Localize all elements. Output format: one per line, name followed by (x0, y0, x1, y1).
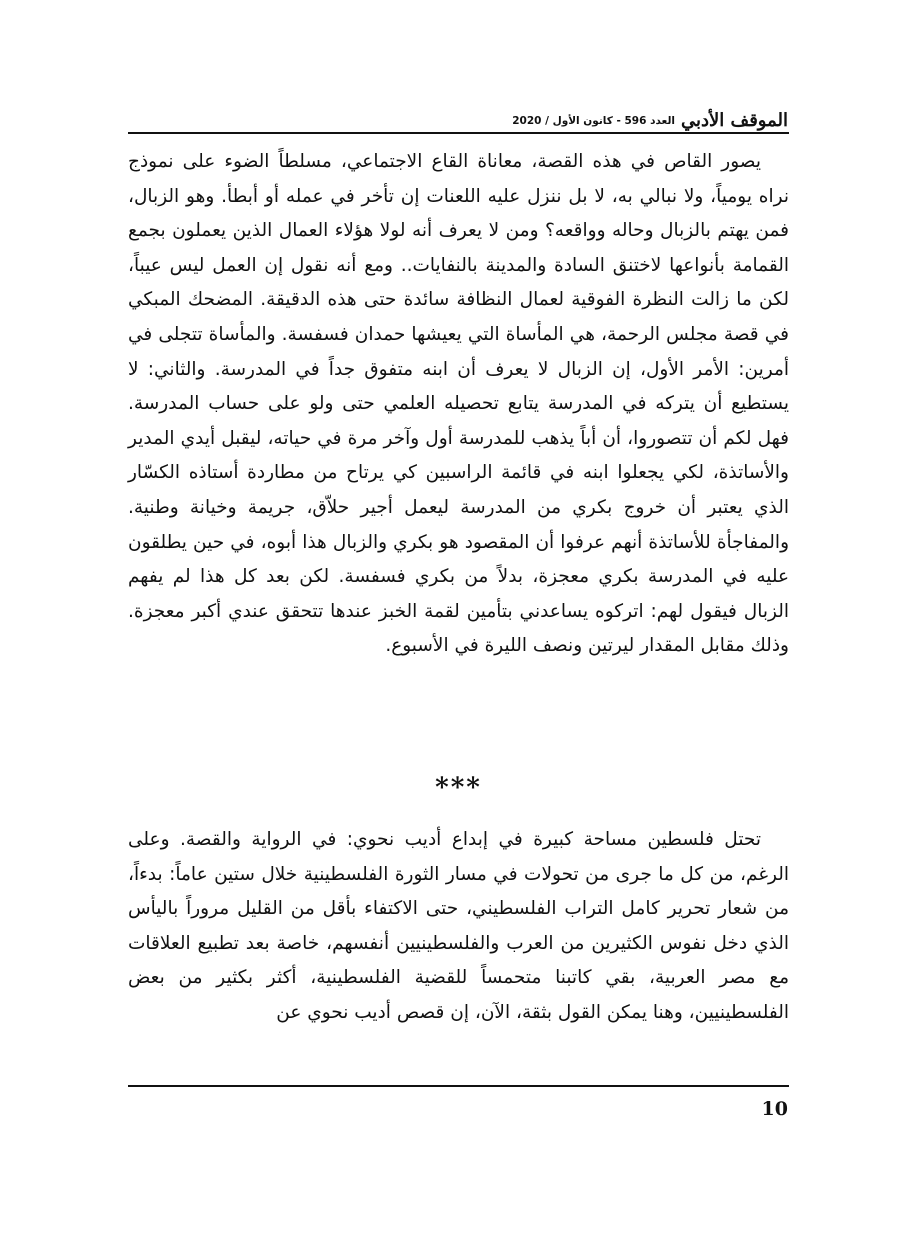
body-paragraph-1: يصور القاص في هذه القصة، معاناة القاع الاجتماعي، مسلطاً الضوء على نموذج نراه يومياً، ولا نبالي به، لا بل ننزل عليه اللعنات إن تأخر في عمله أو أبطأ. وهو الزبال، فمن يهتم بالزبال وحاله وواقعه؟ ومن لا يعرف أنه لولا هؤلاء العمال الذين يعملون بجمع القمامة بأنواعها لاختنق السادة والمدينة بالنفايات.. ومع أنه نقول إن العمل ليس عيباً، لكن ما زالت النظرة الفوقية لعمال النظافة سائدة حتى هذه الدقيقة. المضحك المبكي في قصة مجلس الرحمة، هي المأساة التي يعيشها حمدان فسفسة. والمأساة تتجلى في أمرين: الأمر الأول، إن الزبال لا يعرف أن ابنه متفوق جداً في المدرسة. والثاني: لا يستطيع أن يتركه في المدرسة يتابع تحصيله العلمي حتى ولو على حساب المدرسة. فهل لكم أن تتصوروا، أن أباً يذهب للمدرسة أول وآخر مرة في حياته، ليقبل أيدي المدير والأساتذة، لكي يجعلوا ابنه في قائمة الراسبين كي يرتاح من مطاردة أستاذه الكسّار الذي يعتبر أن خروج بكري من المدرسة ليعمل أجير حلاّق، جريمة وخيانة وطنية. والمفاجأة للأساتذة أنهم عرفوا أن المقصود هو بكري والزبال هذا أبوه، في حين يطلقون عليه في المدرسة بكري معجزة، بدلاً من بكري فسفسة. لكن بعد كل هذا لم يفهم الزبال فيقول لهم: اتركوه يساعدني بتأمين لقمة الخبز عندها تتحقق عندي أكبر معجزة. وذلك مقابل المقدار ليرتين ونصف الليرة في الأسبوع. (128, 151, 789, 657)
page-number: 10 (761, 1098, 788, 1120)
body-paragraph-2: تحتل فلسطين مساحة كبيرة في إبداع أديب نحوي: في الرواية والقصة. وعلى الرغم، من كل ما جرى من تحولات في مسار الثورة الفلسطينية خلال ستين عاماً: بدءاً، من شعار تحرير كامل التراب الفلسطيني، حتى الاكتفاء بأقل من القليل مروراً باليأس الذي دخل نفوس الكثيرين من العرب والفلسطينيين أنفسهم، خاصة بعد تطبيع العلاقات مع مصر العربية، بقي كاتبنا متحمساً للقضية الفلسطينية، أكثر بكثير من بعض الفلسطينيين، وهنا يمكن القول بثقة، الآن، إن قصص أديب نحوي عن (128, 829, 789, 1023)
issue-info: العدد 596 - كانون الأول / 2020 (512, 115, 675, 128)
header-divider (128, 132, 789, 134)
running-header (512, 98, 788, 131)
magazine-logo: الموقف الأدبي (681, 110, 788, 131)
footer-divider (128, 1085, 789, 1087)
section-separator: *** (435, 773, 482, 803)
